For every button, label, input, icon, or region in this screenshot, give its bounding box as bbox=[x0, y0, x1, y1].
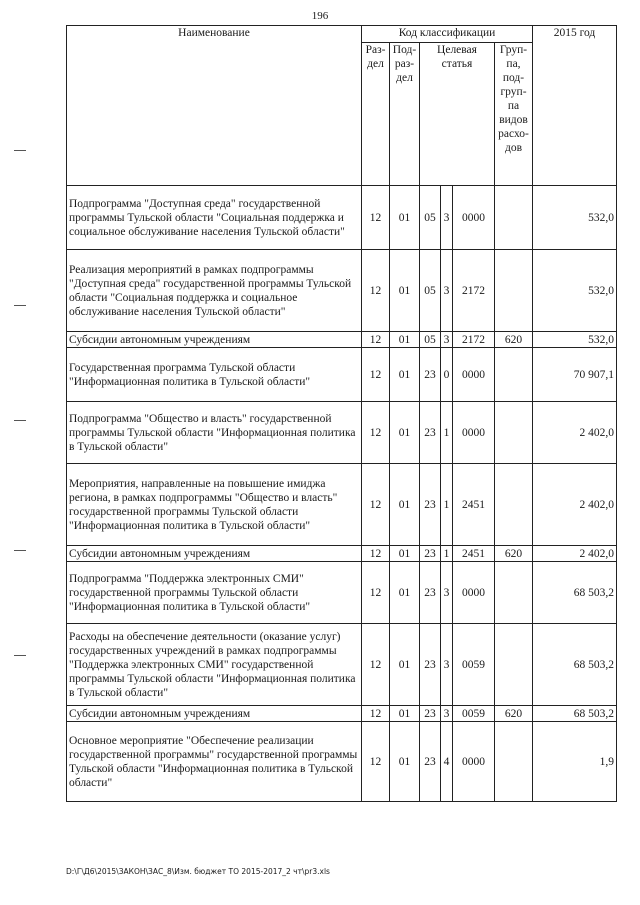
row-target-program: 05 bbox=[420, 250, 441, 332]
row-expense-type bbox=[495, 722, 533, 802]
row-target-program: 05 bbox=[420, 332, 441, 348]
row-podrazdel: 01 bbox=[390, 332, 420, 348]
table-row bbox=[67, 546, 617, 562]
row-razdel: 12 bbox=[362, 332, 390, 348]
row-expense-type bbox=[495, 624, 533, 706]
row-amount: 2 402,0 bbox=[533, 546, 617, 562]
row-expense-type: 620 bbox=[495, 706, 533, 722]
row-podrazdel: 01 bbox=[390, 706, 420, 722]
row-name: Реализация мероприятий в рамках подпрограммы "Доступная среда" государственной программы Тульской области "Социальная поддержка и социальное обслуживание населения Тульской области" bbox=[67, 250, 362, 332]
row-podrazdel: 01 bbox=[390, 186, 420, 250]
row-name: Расходы на обеспечение деятельности (оказание услуг) государственных учреждений в рамках подпрограммы "Поддержка электронных СМИ" государственной программы Тульской области "Информационная политика в Тульской области" bbox=[67, 624, 362, 706]
table-body bbox=[67, 186, 617, 802]
table-row bbox=[67, 402, 617, 464]
table-row bbox=[67, 562, 617, 624]
row-amount: 532,0 bbox=[533, 250, 617, 332]
header-name: Наименование bbox=[67, 26, 362, 186]
row-razdel: 12 bbox=[362, 722, 390, 802]
row-target-subprogram: 3 bbox=[441, 332, 453, 348]
row-amount: 532,0 bbox=[533, 332, 617, 348]
row-target-direction: 0059 bbox=[453, 624, 495, 706]
row-target-subprogram: 3 bbox=[441, 186, 453, 250]
row-expense-type: 620 bbox=[495, 332, 533, 348]
row-target-subprogram: 0 bbox=[441, 348, 453, 402]
row-expense-type bbox=[495, 250, 533, 332]
row-podrazdel: 01 bbox=[390, 348, 420, 402]
row-target-subprogram: 1 bbox=[441, 402, 453, 464]
header-code-group: Код классификации bbox=[362, 26, 533, 43]
row-name: Подпрограмма "Доступная среда" государственной программы Тульской области "Социальная поддержка и социальное обслуживание населения Тульской области" bbox=[67, 186, 362, 250]
row-name: Подпрограмма "Поддержка электронных СМИ" государственной программы Тульской области "Информационная политика в Тульской области" bbox=[67, 562, 362, 624]
row-target-subprogram: 3 bbox=[441, 624, 453, 706]
budget-table bbox=[66, 25, 617, 802]
row-razdel: 12 bbox=[362, 546, 390, 562]
row-razdel: 12 bbox=[362, 402, 390, 464]
row-podrazdel: 01 bbox=[390, 546, 420, 562]
table-row bbox=[67, 332, 617, 348]
row-amount: 68 503,2 bbox=[533, 706, 617, 722]
row-target-subprogram: 4 bbox=[441, 722, 453, 802]
row-name: Подпрограмма "Общество и власть" государственной программы Тульской области "Информационная политика в Тульской области" bbox=[67, 402, 362, 464]
table-row bbox=[67, 348, 617, 402]
row-podrazdel: 01 bbox=[390, 722, 420, 802]
row-amount: 2 402,0 bbox=[533, 402, 617, 464]
row-name: Субсидии автономным учреждениям bbox=[67, 332, 362, 348]
row-razdel: 12 bbox=[362, 186, 390, 250]
row-target-program: 23 bbox=[420, 348, 441, 402]
row-target-subprogram: 1 bbox=[441, 546, 453, 562]
row-podrazdel: 01 bbox=[390, 562, 420, 624]
row-target-subprogram: 1 bbox=[441, 464, 453, 546]
row-podrazdel: 01 bbox=[390, 402, 420, 464]
row-target-subprogram: 3 bbox=[441, 562, 453, 624]
header-year: 2015 год bbox=[533, 26, 617, 186]
row-name: Субсидии автономным учреждениям bbox=[67, 546, 362, 562]
row-target-direction: 2172 bbox=[453, 250, 495, 332]
row-expense-type bbox=[495, 348, 533, 402]
table-row bbox=[67, 706, 617, 722]
row-razdel: 12 bbox=[362, 624, 390, 706]
row-target-direction: 2451 bbox=[453, 464, 495, 546]
row-razdel: 12 bbox=[362, 348, 390, 402]
row-target-direction: 0000 bbox=[453, 722, 495, 802]
row-amount: 1,9 bbox=[533, 722, 617, 802]
row-razdel: 12 bbox=[362, 464, 390, 546]
row-amount: 68 503,2 bbox=[533, 624, 617, 706]
header-celevaya-statya: Целевая статья bbox=[420, 43, 495, 186]
row-target-program: 23 bbox=[420, 722, 441, 802]
row-amount: 70 907,1 bbox=[533, 348, 617, 402]
row-target-program: 05 bbox=[420, 186, 441, 250]
header-gruppa-vidov-rashodov: Груп- па, под- груп- па видов расхо- дов bbox=[495, 43, 533, 186]
row-razdel: 12 bbox=[362, 250, 390, 332]
row-target-direction: 0000 bbox=[453, 562, 495, 624]
row-target-program: 23 bbox=[420, 402, 441, 464]
page-number: 196 bbox=[311, 10, 329, 22]
file-path-footer: D:\Г\Д6\2015\ЗАКОН\ЗАС_8\Изм. бюджет ТО 2015-2017_2 чт\pr3.xls bbox=[66, 867, 330, 876]
row-target-direction: 0059 bbox=[453, 706, 495, 722]
table-row bbox=[67, 722, 617, 802]
header-razdel: Раз- дел bbox=[362, 43, 390, 186]
row-target-subprogram: 3 bbox=[441, 250, 453, 332]
row-name: Мероприятия, направленные на повышение имиджа региона, в рамках подпрограммы "Общество и власть" государственной программы Тульской области "Информационная политика в Тульской области" bbox=[67, 464, 362, 546]
row-target-program: 23 bbox=[420, 546, 441, 562]
row-target-direction: 2172 bbox=[453, 332, 495, 348]
row-podrazdel: 01 bbox=[390, 464, 420, 546]
row-expense-type: 620 bbox=[495, 546, 533, 562]
row-podrazdel: 01 bbox=[390, 624, 420, 706]
row-expense-type bbox=[495, 562, 533, 624]
header-podrazdel: Под- раз- дел bbox=[390, 43, 420, 186]
table-row bbox=[67, 250, 617, 332]
row-expense-type bbox=[495, 186, 533, 250]
row-target-subprogram: 3 bbox=[441, 706, 453, 722]
row-amount: 2 402,0 bbox=[533, 464, 617, 546]
row-amount: 68 503,2 bbox=[533, 562, 617, 624]
row-target-direction: 2451 bbox=[453, 546, 495, 562]
row-podrazdel: 01 bbox=[390, 250, 420, 332]
table-row bbox=[67, 464, 617, 546]
row-amount: 532,0 bbox=[533, 186, 617, 250]
row-target-direction: 0000 bbox=[453, 348, 495, 402]
row-target-program: 23 bbox=[420, 464, 441, 546]
table-row bbox=[67, 624, 617, 706]
row-name: Субсидии автономным учреждениям bbox=[67, 706, 362, 722]
row-razdel: 12 bbox=[362, 706, 390, 722]
table-row bbox=[67, 186, 617, 250]
row-name: Основное мероприятие "Обеспечение реализации государственной программы" государственной программы Тульской области "Информационная политика в Тульской области" bbox=[67, 722, 362, 802]
row-expense-type bbox=[495, 464, 533, 546]
row-razdel: 12 bbox=[362, 562, 390, 624]
row-name: Государственная программа Тульской области "Информационная политика в Тульской области" bbox=[67, 348, 362, 402]
row-expense-type bbox=[495, 402, 533, 464]
row-target-program: 23 bbox=[420, 562, 441, 624]
row-target-direction: 0000 bbox=[453, 186, 495, 250]
row-target-program: 23 bbox=[420, 706, 441, 722]
row-target-direction: 0000 bbox=[453, 402, 495, 464]
row-target-program: 23 bbox=[420, 624, 441, 706]
